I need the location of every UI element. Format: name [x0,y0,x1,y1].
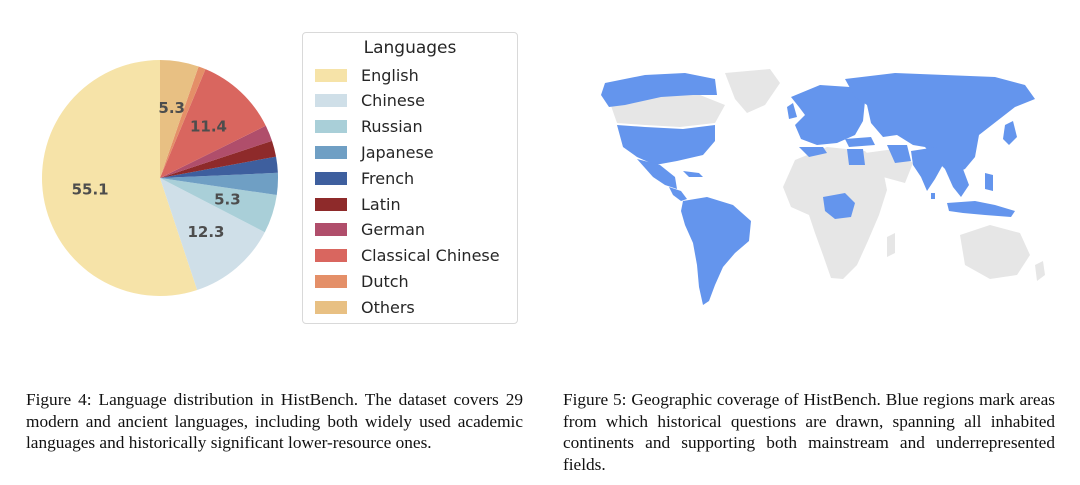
world-map-svg [565,65,1050,315]
legend-label: German [361,220,426,240]
pie-value-label: 12.3 [187,222,225,241]
legend-label: Classical Chinese [361,246,500,266]
legend-item [315,246,500,266]
figure-4-caption: Figure 4: Language distribution in HistBench. The dataset covers 29 modern and ancient languages, including both widely used academic languages and historically significant lower-resource ones. [26,390,523,453]
legend-item [315,142,434,162]
caribbean-covered-region [683,171,703,177]
legend-label: Japanese [361,142,434,162]
legend-item [315,271,409,291]
indonesia-covered-region [947,201,1015,217]
legend-label: Dutch [361,271,409,291]
pie-value-label: 11.4 [189,117,228,136]
legend-label: French [361,168,415,188]
legend-title: Languages [363,38,457,58]
legend-swatch [315,146,347,159]
australia-uncovered-region [960,225,1030,279]
legend-item [315,91,425,111]
usa-covered-region [617,125,715,165]
sri-lanka-covered-region [931,193,935,199]
legend-swatch [315,198,347,211]
legend-item [315,168,414,188]
egypt-covered-region [847,149,865,165]
greenland-region [725,69,780,113]
central-america-covered-region [669,187,687,201]
legend-swatch [315,223,347,236]
legend-item [315,297,415,317]
pie-legend [302,32,518,324]
world-map-figure [565,65,1050,315]
pie-value-label: 5.3 [158,99,185,118]
language-pie-chart [30,50,300,310]
legend-label: Chinese [361,91,425,111]
legend-swatch [315,172,347,185]
legend-swatch [315,69,347,82]
legend-swatch [315,120,347,133]
legend-item [315,117,423,137]
southeast-asia-covered-region [945,169,969,197]
legend-swatch [315,94,347,107]
figure-5-caption: Figure 5: Geographic coverage of HistBench. Blue regions mark areas from which historical questions are drawn, spanning all inhabited continents and supporting both mainstream and underrepresented fields. [563,390,1055,474]
legend-label: Russian [361,117,423,137]
legend-swatch [315,275,347,288]
philippines-covered-region [985,173,993,191]
pie-value-label: 55.1 [71,180,109,199]
japan-covered-region [1003,121,1017,145]
pie-value-label: 5.3 [214,190,241,209]
legend-swatch [315,301,347,314]
legend-item [315,194,401,214]
pie-svg [30,50,300,310]
new-zealand-region [1035,261,1045,281]
legend-label: Latin [361,194,401,214]
madagascar-region [887,233,895,257]
south-america-covered-region [681,197,751,305]
legend-swatch [315,249,347,262]
legend-item [315,220,425,240]
legend-label: Others [361,297,415,317]
legend-label: English [361,65,419,85]
legend-item [315,65,419,85]
turkey-covered-region [845,137,875,147]
india-covered-region [911,147,945,191]
uk-covered-region [787,103,797,119]
